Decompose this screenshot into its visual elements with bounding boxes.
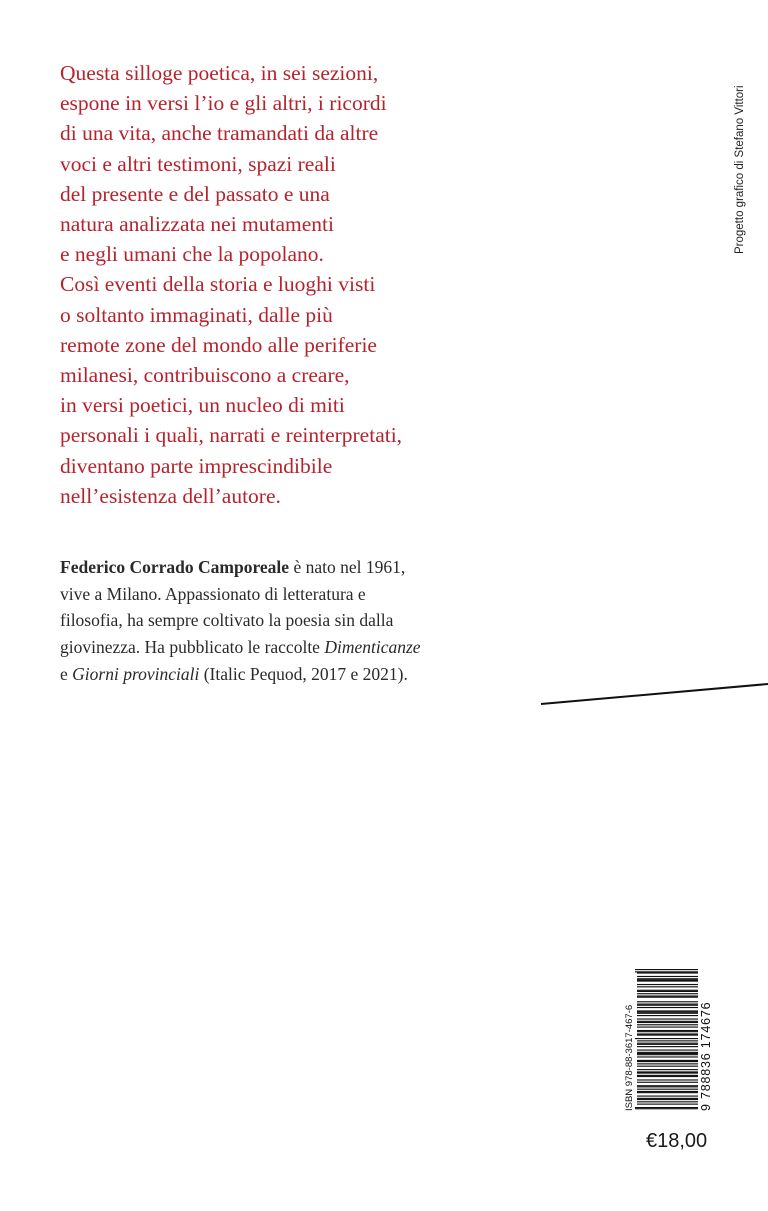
barcode-bar	[637, 1104, 698, 1105]
isbn-digits: 9 788836 174676	[699, 1001, 713, 1111]
bio-line	[60, 554, 510, 581]
blurb-line: voci e altri testimoni, spazi reali	[60, 151, 336, 176]
barcode-bar	[637, 976, 698, 977]
barcode-bar	[637, 1053, 698, 1054]
barcode-bar	[637, 1091, 698, 1092]
bio-line: vive a Milano. Appassionato di letteratura e	[60, 583, 366, 604]
blurb-line: remote zone del mondo alle periferie	[60, 332, 377, 357]
barcode-bar	[637, 997, 698, 998]
barcode-bar	[637, 986, 698, 987]
isbn-label: ISBN 978-88-3617-467-6	[624, 1004, 635, 1111]
bio-text: e	[60, 663, 73, 684]
barcode-bar	[637, 978, 698, 979]
barcode-bar	[637, 1010, 698, 1011]
barcode-bar	[637, 1079, 698, 1080]
barcode-bar	[637, 1031, 698, 1032]
diagonal-rule	[540, 680, 768, 706]
barcode-bar	[635, 971, 698, 972]
barcode-bar	[637, 1073, 698, 1074]
barcode-bar	[637, 1092, 698, 1093]
blurb-line: di una vita, anche tramandati da altre	[60, 121, 379, 146]
barcode-bar	[637, 1018, 698, 1019]
barcode-bar	[637, 1046, 698, 1047]
barcode-bar	[637, 1075, 698, 1076]
blurb-line: personali i quali, narrati e reinterpretati,	[60, 423, 403, 448]
barcode-bar	[637, 981, 698, 982]
barcode-bar	[637, 1024, 698, 1025]
barcode-bar	[637, 1035, 698, 1036]
barcode-bar	[637, 990, 698, 991]
blurb-line: o soltanto immaginati, dalle più	[60, 302, 333, 327]
blurb-line: milanesi, contribuiscono a creare,	[60, 363, 350, 388]
book-title: Giorni provinciali	[72, 663, 200, 684]
barcode-bar	[637, 1101, 698, 1102]
barcode-bar	[637, 1013, 698, 1014]
bio-line: filosofia, ha sempre coltivato la poesia sin dalla	[60, 610, 394, 631]
barcode-bar	[637, 1001, 698, 1002]
barcode-bar	[637, 1066, 698, 1067]
bio-text: è nato nel 1961,	[289, 557, 406, 577]
barcode-bar	[637, 995, 698, 996]
barcode-bar	[637, 1022, 698, 1023]
blurb-line: Questa silloge poetica, in sei sezioni,	[60, 61, 379, 85]
barcode-bar	[637, 1015, 698, 1016]
isbn-barcode	[624, 965, 714, 1115]
barcode-bar	[637, 1021, 698, 1022]
barcode-bar	[637, 972, 698, 973]
barcode-bar	[637, 979, 698, 980]
barcode-bar	[637, 1063, 698, 1064]
barcode-bar	[637, 1012, 698, 1013]
blurb-line: natura analizzata nei mutamenti	[60, 212, 334, 237]
barcode-bar	[637, 1030, 698, 1031]
barcode-bar	[637, 991, 698, 992]
bio-line	[60, 634, 510, 661]
barcode-bar	[637, 1085, 698, 1086]
barcode-bar	[637, 1076, 698, 1077]
back-cover-blurb	[60, 58, 520, 511]
blurb-line: nell’esistenza dell’autore.	[60, 483, 281, 508]
barcode-bar	[637, 1082, 698, 1083]
barcode-bar	[637, 1043, 698, 1044]
barcode-bar	[637, 1069, 698, 1070]
price: €18,00	[646, 1130, 708, 1152]
barcode-bar	[637, 1054, 698, 1055]
blurb-line: in versi poetici, un nucleo di miti	[60, 393, 345, 418]
barcode-bar	[635, 1038, 698, 1039]
bio-text: (Italic Pequod, 2017 e 2021).	[199, 663, 408, 684]
barcode-bar	[637, 1027, 698, 1028]
barcode-bar	[637, 1050, 698, 1051]
blurb-line: espone in versi l’io e gli altri, i ricordi	[60, 91, 387, 116]
barcode-bar	[635, 1107, 698, 1108]
barcode-bar	[637, 1060, 698, 1061]
book-title: Dimenticanze	[324, 637, 421, 658]
barcode-bar	[637, 1089, 698, 1090]
barcode-bar	[637, 1099, 698, 1100]
barcode-bar	[635, 1108, 698, 1109]
barcode-bar	[637, 1071, 698, 1072]
design-credit-text: Progetto grafico di Stefano Vittori	[734, 85, 746, 254]
barcode-bar	[635, 969, 698, 970]
blurb-line: Così eventi della storia e luoghi visti	[60, 272, 376, 297]
barcode-bar	[637, 1004, 698, 1005]
barcode-bar	[637, 1061, 698, 1062]
blurb-line: del presente e del passato e una	[60, 181, 330, 206]
bio-line	[60, 661, 510, 688]
barcode-bar	[637, 1098, 698, 1099]
barcode-bar	[637, 1096, 698, 1097]
barcode-bar	[637, 1052, 698, 1053]
barcode-bars-icon	[635, 969, 698, 1109]
barcode-bar	[637, 984, 698, 985]
barcode-bar	[637, 1040, 698, 1041]
blurb-line: diventano parte imprescindibile	[60, 453, 333, 478]
barcode-bar	[637, 1086, 698, 1087]
barcode-bar	[637, 1044, 698, 1045]
barcode-bar	[637, 993, 698, 994]
barcode-bar	[637, 1033, 698, 1034]
barcode-bar	[637, 1056, 698, 1057]
author-bio	[60, 554, 510, 688]
bio-text: giovinezza. Ha pubblicato le raccolte	[60, 637, 325, 658]
author-name: Federico Corrado Camporeale	[60, 557, 290, 577]
blurb-line: e negli umani che la popolano.	[60, 242, 324, 267]
barcode-bar	[637, 1007, 698, 1008]
barcode-bar	[637, 1005, 698, 1006]
